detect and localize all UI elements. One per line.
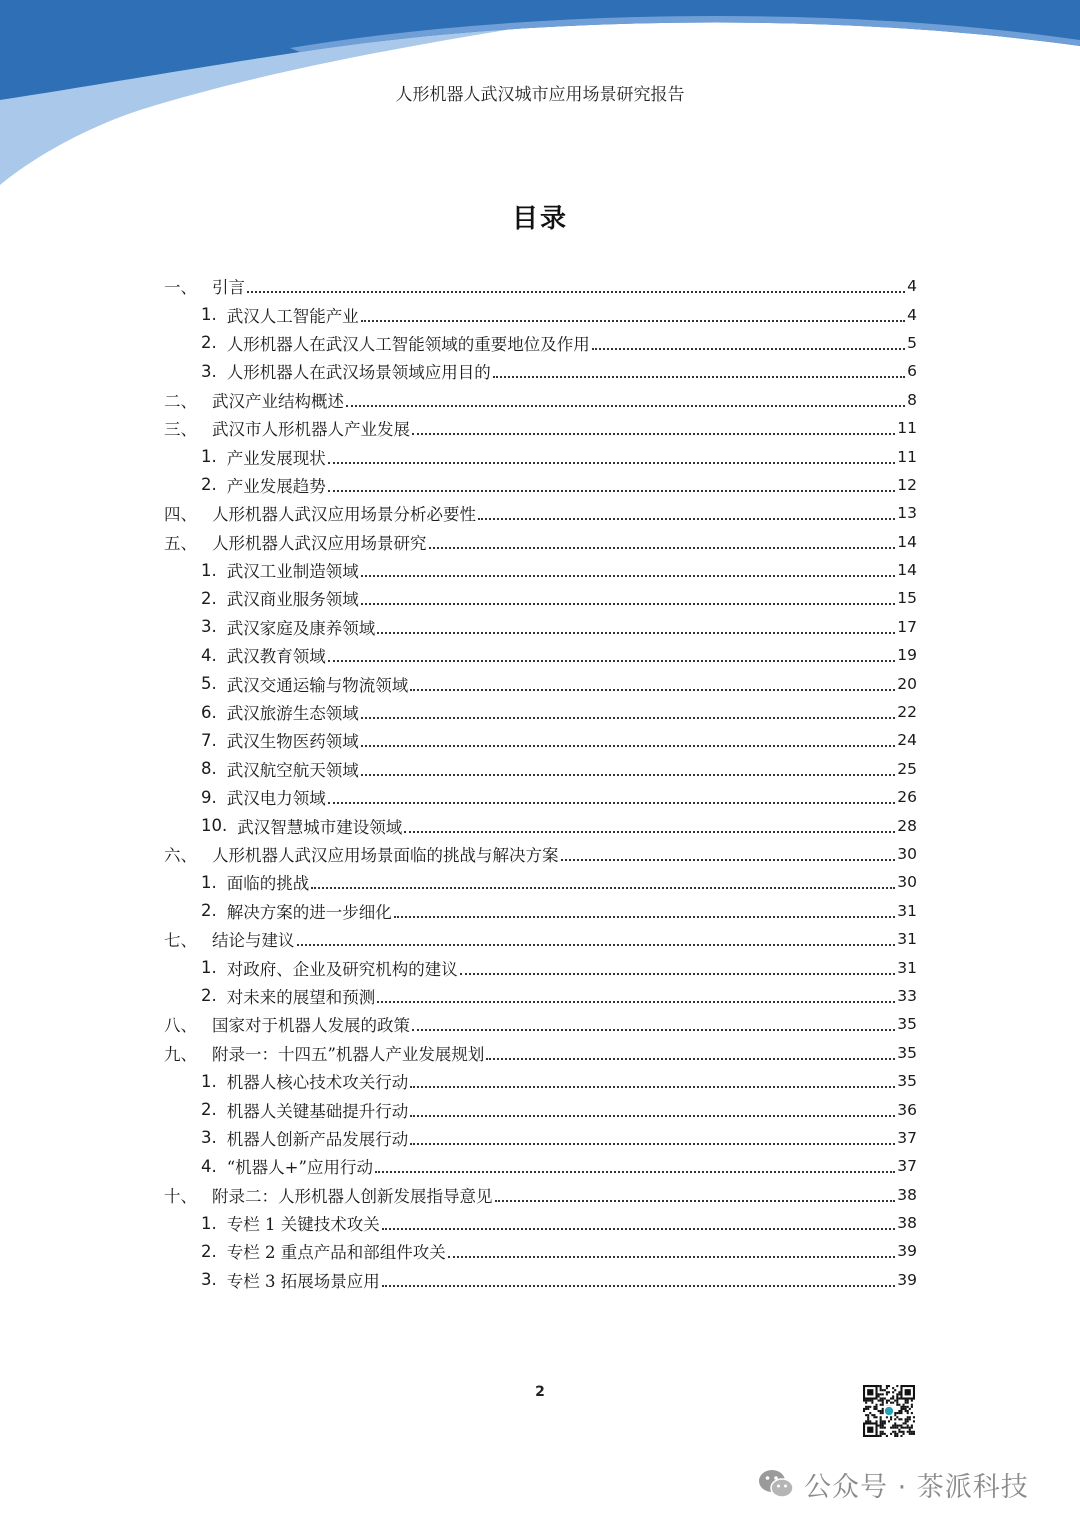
toc-entry-title: 国家对于机器人发展的政策 xyxy=(212,1016,410,1036)
toc-entry-number: 三、 xyxy=(164,420,197,440)
toc-dot-leader xyxy=(328,462,896,464)
toc-entry-page: 31 xyxy=(897,930,917,949)
toc-entry-title: 面临的挑战 xyxy=(226,874,310,894)
toc-entry-page: 4 xyxy=(907,305,917,324)
toc-dot-leader xyxy=(361,320,905,322)
toc-entry-number: 六、 xyxy=(164,846,197,865)
toc-entry-page: 19 xyxy=(897,646,917,665)
toc-dot-leader xyxy=(448,1256,896,1258)
toc-entry-number: 2. xyxy=(201,1241,217,1261)
toc-dot-leader xyxy=(478,518,895,520)
toc-subsection-entry[interactable] xyxy=(164,1266,917,1294)
toc-section-entry[interactable] xyxy=(164,528,917,556)
toc-entry-page: 39 xyxy=(897,1242,917,1261)
toc-section-entry[interactable] xyxy=(164,414,917,442)
toc-entry-title: 解决方案的进一步细化 xyxy=(226,902,392,922)
toc-entry-title: 武汉工业制造领域 xyxy=(226,562,359,582)
toc-entry-number: 1. xyxy=(201,447,217,467)
toc-entry-page: 17 xyxy=(897,617,917,636)
toc-subsection-entry[interactable] xyxy=(164,471,917,499)
toc-entry-number: 5. xyxy=(201,674,217,694)
toc-subsection-entry[interactable] xyxy=(164,982,917,1010)
toc-entry-title: 引言 xyxy=(212,278,245,298)
toc-dot-leader xyxy=(382,1228,896,1230)
toc-entry-title: 产业发展现状 xyxy=(226,448,326,468)
toc-entry-title: 人形机器人武汉应用场景面临的挑战与解决方案 xyxy=(212,846,559,865)
toc-title: 目录 xyxy=(511,204,568,234)
toc-entry-page: 31 xyxy=(897,901,917,920)
toc-dot-leader xyxy=(460,973,896,975)
toc-entry-number: 3. xyxy=(201,617,217,637)
toc-entry-page: 33 xyxy=(897,986,917,1005)
toc-entry-number: 4. xyxy=(201,645,217,665)
toc-entry-title: 对未来的展望和预测 xyxy=(226,987,376,1007)
toc-entry-title: 武汉市人形机器人产业发展 xyxy=(212,420,410,440)
toc-dot-leader xyxy=(495,1200,896,1202)
toc-entry-page: 39 xyxy=(897,1270,917,1289)
toc-entry-title: 武汉交通运输与物流领域 xyxy=(226,675,409,695)
toc-entry-number: 3. xyxy=(201,1270,217,1290)
toc-subsection-entry[interactable] xyxy=(164,1237,917,1265)
toc-entry-number: 九、 xyxy=(164,1044,197,1064)
toc-entry-number: 1. xyxy=(201,1213,217,1233)
toc-dot-leader xyxy=(297,944,896,946)
toc-subsection-entry[interactable] xyxy=(164,1152,917,1180)
toc-entry-page: 11 xyxy=(897,447,917,466)
toc-entry-title: 武汉智慧城市建设领域 xyxy=(237,817,403,837)
toc-dot-leader xyxy=(247,291,905,293)
toc-dot-leader xyxy=(328,490,896,492)
toc-entry-page: 26 xyxy=(897,788,917,807)
toc-entry-title: 产业发展趋势 xyxy=(226,476,326,496)
toc-entry-page: 8 xyxy=(907,390,917,409)
toc-entry-number: 二、 xyxy=(164,391,197,411)
toc-entry-title: 附录二：人形机器人创新发展指导意见 xyxy=(212,1186,493,1206)
toc-subsection-entry[interactable] xyxy=(164,726,917,754)
toc-entry-number: 1. xyxy=(201,872,217,892)
toc-entry-number: 2. xyxy=(201,986,217,1006)
toc-entry-number: 3. xyxy=(201,1128,217,1148)
toc-entry-page: 20 xyxy=(897,674,917,693)
toc-entry-title: 结论与建议 xyxy=(212,931,295,951)
toc-entry-page: 30 xyxy=(897,845,917,863)
toc-entry-title: 武汉教育领域 xyxy=(226,647,326,667)
toc-dot-leader xyxy=(311,887,895,889)
toc-entry-page: 5 xyxy=(907,333,917,352)
toc-entry-page: 38 xyxy=(897,1185,917,1204)
toc-dot-leader xyxy=(486,1058,895,1060)
toc-dot-leader xyxy=(561,859,896,861)
toc-entry-title: 对政府、企业及研究机构的建议 xyxy=(226,959,458,979)
toc-entry-number: 2. xyxy=(201,588,217,608)
toc-section-entry[interactable] xyxy=(164,925,917,953)
toc-subsection-entry[interactable] xyxy=(164,868,917,896)
toc-entry-title: 武汉家庭及康养领域 xyxy=(226,618,376,638)
toc-section-entry[interactable] xyxy=(164,272,917,300)
toc-entry-number: 1. xyxy=(201,1071,217,1091)
toc-entry-number: 2. xyxy=(201,901,217,921)
toc-entry-number: 8. xyxy=(201,759,217,779)
toc-section-entry[interactable] xyxy=(164,1039,917,1067)
toc-dot-leader xyxy=(361,575,896,577)
toc-subsection-entry[interactable] xyxy=(164,584,917,612)
toc-dot-leader xyxy=(412,1029,895,1031)
toc-dot-leader xyxy=(410,1143,895,1145)
toc-section-entry[interactable] xyxy=(164,1010,917,1038)
toc-entry-number: 2. xyxy=(201,475,217,495)
toc-entry-title: 人形机器人武汉应用场景研究 xyxy=(212,533,427,553)
toc-entry-number: 4. xyxy=(201,1156,217,1176)
toc-entry-number: 2. xyxy=(201,1100,217,1120)
toc-subsection-entry[interactable] xyxy=(164,669,917,697)
toc-entry-page: 6 xyxy=(907,362,917,381)
toc-subsection-entry[interactable] xyxy=(164,357,917,385)
toc-subsection-entry[interactable] xyxy=(164,897,917,925)
toc-entry-title: 机器人核心技术攻关行动 xyxy=(226,1073,409,1093)
toc-subsection-entry[interactable] xyxy=(164,613,917,641)
toc-entry-title: 机器人创新产品发展行动 xyxy=(226,1129,409,1149)
toc-entry-page: 11 xyxy=(897,419,917,438)
toc-dot-leader xyxy=(377,632,895,634)
toc-entry-title: 专栏 1 关键技术攻关 xyxy=(226,1215,380,1235)
toc-entry-page: 31 xyxy=(897,958,917,977)
toc-section-entry[interactable] xyxy=(164,840,917,868)
toc-entry-number: 一、 xyxy=(164,278,197,298)
toc-dot-leader xyxy=(412,433,895,435)
toc-entry-page: 36 xyxy=(897,1100,917,1119)
watermark xyxy=(756,1462,1029,1506)
toc-dot-leader xyxy=(382,1285,896,1287)
toc-entry-number: 四、 xyxy=(164,505,197,525)
toc-entry-title: 人形机器人在武汉场景领域应用目的 xyxy=(226,363,491,383)
toc-entry-number: 10. xyxy=(201,816,228,836)
toc-dot-leader xyxy=(410,1086,895,1088)
toc-entry-page: 38 xyxy=(897,1214,917,1233)
wechat-icon xyxy=(756,1464,796,1504)
toc-entry-number: 3. xyxy=(201,361,217,381)
toc-entry-page: 37 xyxy=(897,1157,917,1176)
toc-entry-page: 28 xyxy=(897,816,917,835)
toc-section-entry[interactable] xyxy=(164,1181,917,1209)
toc-section-entry[interactable] xyxy=(164,499,917,527)
toc-dot-leader xyxy=(592,348,905,350)
toc-entry-page: 14 xyxy=(897,532,917,551)
toc-entry-number: 1. xyxy=(201,560,217,580)
toc-subsection-entry[interactable] xyxy=(164,1209,917,1237)
toc-entry-title: 武汉人工智能产业 xyxy=(226,306,359,326)
toc-entry-title: 武汉电力领域 xyxy=(226,789,326,809)
toc-entry-number: 2. xyxy=(201,333,217,353)
toc-entry-page: 35 xyxy=(897,1072,917,1091)
toc-entry-page: 24 xyxy=(897,731,917,750)
toc-entry-title: “机器人+”应用行动 xyxy=(226,1158,373,1178)
running-header: 人形机器人武汉城市应用场景研究报告 xyxy=(395,85,685,105)
toc-dot-leader xyxy=(361,603,896,605)
toc-entry-number: 1. xyxy=(201,958,217,978)
toc-entry-page: 37 xyxy=(897,1128,917,1147)
toc-entry-number: 1. xyxy=(201,305,217,325)
toc-entry-title: 武汉航空航天领域 xyxy=(226,760,359,780)
toc-dot-leader xyxy=(410,1115,895,1117)
toc-entry-page: 30 xyxy=(897,873,917,892)
toc-entry-number: 七、 xyxy=(164,931,197,951)
toc-entry-title: 附录一：十四五”机器人产业发展规划 xyxy=(212,1044,485,1064)
toc-subsection-entry[interactable] xyxy=(164,1067,917,1095)
toc-dot-leader xyxy=(394,916,896,918)
toc-subsection-entry[interactable] xyxy=(164,1124,917,1152)
toc-entry-number: 6. xyxy=(201,702,217,722)
toc-entry-number: 八、 xyxy=(164,1016,197,1036)
toc-subsection-entry[interactable] xyxy=(164,556,917,584)
toc-dot-leader xyxy=(328,660,896,662)
toc-dot-leader xyxy=(404,831,895,833)
toc-entry-title: 武汉旅游生态领域 xyxy=(226,704,359,724)
toc-entry-page: 25 xyxy=(897,759,917,778)
toc-subsection-entry[interactable] xyxy=(164,329,917,357)
toc-entry-page: 4 xyxy=(907,277,917,296)
toc-entry-number: 五、 xyxy=(164,533,197,553)
toc-dot-leader xyxy=(361,745,896,747)
toc-dot-leader xyxy=(361,774,896,776)
toc-dot-leader xyxy=(375,1171,895,1173)
toc-subsection-entry[interactable] xyxy=(164,783,917,811)
toc-entry-page: 14 xyxy=(897,561,917,580)
toc-subsection-entry[interactable] xyxy=(164,641,917,669)
toc-subsection-entry[interactable] xyxy=(164,442,917,470)
toc-dot-leader xyxy=(346,405,905,407)
page-number: 2 xyxy=(535,1384,545,1400)
toc-entry-title: 人形机器人在武汉人工智能领域的重要地位及作用 xyxy=(226,334,590,354)
toc-dot-leader xyxy=(377,1001,895,1003)
toc-dot-leader xyxy=(493,376,905,378)
toc-entry-page: 13 xyxy=(897,504,917,523)
toc-subsection-entry[interactable] xyxy=(164,953,917,981)
toc-entry-number: 9. xyxy=(201,787,217,807)
toc-entry-page: 22 xyxy=(897,703,917,722)
toc-entry-title: 武汉商业服务领域 xyxy=(226,590,359,610)
toc-subsection-entry[interactable] xyxy=(164,698,917,726)
toc-dot-leader xyxy=(328,802,896,804)
toc-subsection-entry[interactable] xyxy=(164,811,917,839)
toc-entry-title: 武汉产业结构概述 xyxy=(212,391,344,411)
toc-entry-title: 人形机器人武汉应用场景分析必要性 xyxy=(212,505,476,525)
toc-dot-leader xyxy=(410,689,895,691)
toc-section-entry[interactable] xyxy=(164,386,917,414)
table-of-contents xyxy=(164,272,917,1294)
toc-entry-number: 7. xyxy=(201,730,217,750)
toc-subsection-entry[interactable] xyxy=(164,300,917,328)
toc-entry-title: 武汉生物医药领域 xyxy=(226,732,359,752)
toc-entry-title: 专栏 3 拓展场景应用 xyxy=(226,1271,380,1291)
toc-entry-page: 12 xyxy=(897,475,917,494)
toc-entry-page: 15 xyxy=(897,589,917,608)
toc-subsection-entry[interactable] xyxy=(164,1095,917,1123)
toc-dot-leader xyxy=(429,547,896,549)
toc-entry-page: 35 xyxy=(897,1043,917,1062)
toc-entry-page: 35 xyxy=(897,1015,917,1034)
watermark-text: 公众号 · 茶派科技 xyxy=(804,1471,1029,1503)
toc-dot-leader xyxy=(361,717,896,719)
toc-subsection-entry[interactable] xyxy=(164,755,917,783)
toc-entry-number: 十、 xyxy=(164,1186,197,1206)
toc-entry-title: 机器人关键基础提升行动 xyxy=(226,1101,409,1121)
qr-code-icon xyxy=(863,1385,915,1437)
toc-entry-title: 专栏 2 重点产品和部组件攻关 xyxy=(226,1243,446,1263)
